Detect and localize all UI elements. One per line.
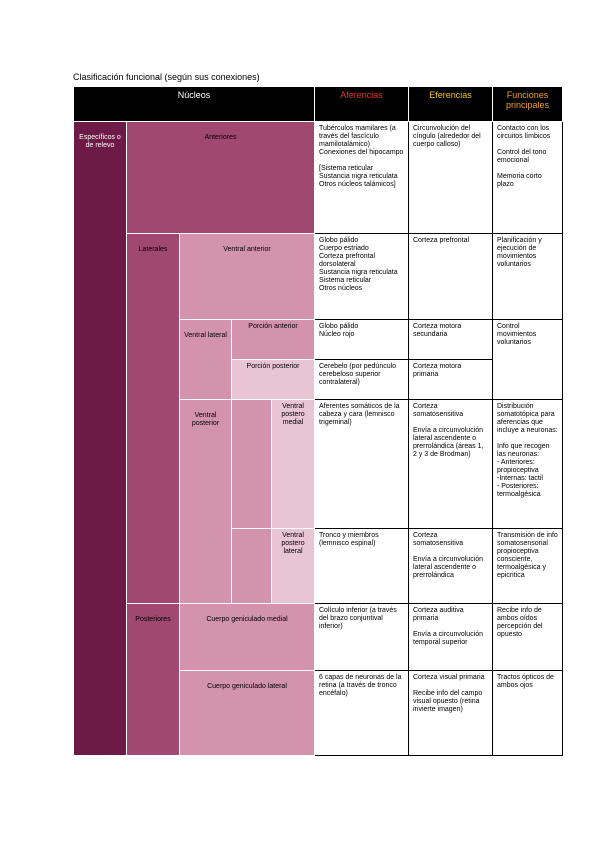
geniculado-lateral-funciones: Tractos ópticos de ambos ojos (493, 671, 563, 756)
anteriores-eferencias: Circunvolución del cíngulo (alrededor del cuerpo calloso) (409, 122, 493, 234)
porcion-posterior-aferencias: Cerebelo (por pedúnculo cerebeloso superior contralateral) (315, 360, 409, 400)
nucleus-ventral-anterior: Ventral anterior (180, 234, 315, 320)
page-title: Clasificación funcional (según sus conexiones) (73, 72, 260, 82)
postero-medial-aferencias: Aferentes somáticos de la cabeza y cara (lemnisco trigeminal) (315, 400, 409, 529)
nucleus-laterales: Laterales (127, 234, 180, 604)
anteriores-funciones: Contacto con los circuitos límbicos Control del tono emocional Memoria corto plazo (493, 122, 563, 234)
nucleus-anteriores: Anteriores (127, 122, 315, 234)
table-row (74, 604, 563, 671)
nucleus-posteriores: Posteriores (127, 604, 180, 756)
postero-lateral-eferencias: Corteza somatosensitiva Envía a circunvolución lateral ascendente o prerrolándica (409, 529, 493, 604)
postero-lateral-funciones: Transmisión de info somatosensorial propioceptiva consciente, termoalgésica y epicritica (493, 529, 563, 604)
header-funciones: Funciones principales (493, 87, 563, 122)
porcion-anterior-aferencias: Globo pálido Núcleo rojo (315, 320, 409, 360)
nucleus-spacer (232, 400, 272, 529)
geniculado-medial-funciones: Recibe info de ambos oídos percepción del opuesto (493, 604, 563, 671)
header-row (74, 87, 563, 122)
porcion-anterior-eferencias: Corteza motora secundaria (409, 320, 493, 360)
nucleus-ventral-postero-medial: Ventral postero medial (272, 400, 315, 529)
nucleus-ventral-lateral: Ventral lateral (180, 320, 232, 400)
geniculado-lateral-aferencias: 6 capas de neuronas de la retina (a través de tronco encéfalo) (315, 671, 409, 756)
nucleus-ventral-posterior: Ventral posterior (180, 400, 232, 604)
ventral-anterior-funciones: Planificación y ejecución de movimientos voluntarios (493, 234, 563, 320)
nuclei-table (73, 86, 563, 756)
nucleus-porcion-posterior: Porción posterior (232, 360, 315, 400)
postero-lateral-aferencias: Tronco y miembros (lemnisco espinal) (315, 529, 409, 604)
table-row (74, 122, 563, 234)
anteriores-aferencias: Tubérculos mamilares (a través del fascículo mamilotalámico) Conexiones del hipocampo [Sistema reticular Sustancia nigra reticulata Otros núcleos talámicos] (315, 122, 409, 234)
postero-medial-funciones: Distribución somatotópica para aferencias que incluye a neuronas: Info que recogen las neuronas: - Anteriores: propioceptiva -Internas: tactil - Posteriores: termoalgésica (493, 400, 563, 529)
nucleus-spacer (232, 529, 272, 604)
geniculado-medial-aferencias: Colículo inferior (a través del brazo conjuntival inferior) (315, 604, 409, 671)
header-eferencias: Eferencias (409, 87, 493, 122)
group-especificos: Específicos o de relevo (74, 122, 127, 756)
nucleus-ventral-postero-lateral: Ventral postero lateral (272, 529, 315, 604)
geniculado-medial-eferencias: Corteza auditiva primaria Envía a circunvolución temporal superior (409, 604, 493, 671)
ventral-lateral-funciones: Control movimientos voluntarios (493, 320, 563, 400)
ventral-anterior-aferencias: Globo pálido Cuerpo estriado Corteza prefrontal dorsolateral Sustancia nigra reticulata Sistema reticular Otros núcleos (315, 234, 409, 320)
ventral-anterior-eferencias: Corteza prefrontal (409, 234, 493, 320)
nucleus-porcion-anterior: Porción anterior (232, 320, 315, 360)
porcion-posterior-eferencias: Corteza motora primaria (409, 360, 493, 400)
geniculado-lateral-eferencias: Corteza visual primaria Recibe info del campo visual opuesto (retina invierte imagen) (409, 671, 493, 756)
nucleus-geniculado-lateral: Cuerpo geniculado lateral (180, 671, 315, 756)
header-nucleos: Núcleos (74, 87, 315, 122)
table-row (74, 234, 563, 320)
nucleus-geniculado-medial: Cuerpo geniculado medial (180, 604, 315, 671)
header-aferencias: Aferencias (315, 87, 409, 122)
postero-medial-eferencias: Corteza somatosensitiva Envía a circunvolución lateral ascendente o prerrolándica (áreas 1, 2 y 3 de Brodman) (409, 400, 493, 529)
